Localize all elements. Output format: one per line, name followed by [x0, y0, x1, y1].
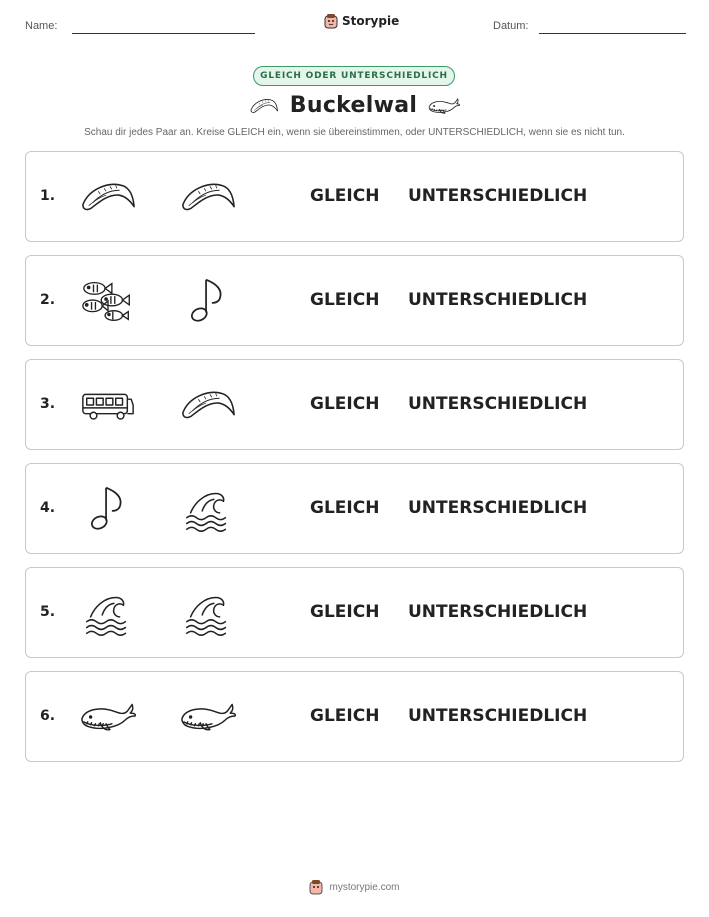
title-row	[0, 93, 709, 118]
whale-fin-icon	[179, 171, 237, 223]
storypie-logo	[324, 13, 399, 29]
date-label: Datum:	[493, 20, 529, 32]
question-number: 5.	[40, 604, 56, 620]
question-number: 4.	[40, 500, 56, 516]
wave-icon	[79, 587, 137, 639]
music-note-icon	[79, 483, 137, 535]
page-title: Buckelwal	[289, 93, 418, 118]
question-number: 1.	[40, 188, 56, 204]
whale-icon	[79, 691, 137, 743]
answer-same[interactable]: GLEICH	[310, 290, 380, 310]
answer-same[interactable]: GLEICH	[310, 498, 380, 518]
answer-different[interactable]: UNTERSCHIEDLICH	[408, 602, 588, 622]
whale-fin-icon	[179, 379, 237, 431]
question-number: 3.	[40, 396, 56, 412]
instructions: Schau dir jedes Paar an. Kreise GLEICH ein, wenn sie übereinstimmen, oder UNTERSCHIEDLICH, wenn sie es nicht tun.	[84, 127, 625, 138]
whale-fin-icon	[79, 171, 137, 223]
answer-different[interactable]: UNTERSCHIEDLICH	[408, 706, 588, 726]
whale-icon	[179, 691, 237, 743]
answer-same[interactable]: GLEICH	[310, 602, 380, 622]
footer	[0, 879, 709, 895]
answer-same[interactable]: GLEICH	[310, 706, 380, 726]
question-number: 6.	[40, 708, 56, 724]
question-row-6	[25, 671, 684, 762]
question-row-4	[25, 463, 684, 554]
music-note-icon	[179, 275, 237, 327]
worksheet-type-badge: GLEICH ODER UNTERSCHIEDLICH	[253, 66, 455, 86]
answer-different[interactable]: UNTERSCHIEDLICH	[408, 186, 588, 206]
whale-fin-icon	[248, 96, 280, 116]
answer-different[interactable]: UNTERSCHIEDLICH	[408, 290, 588, 310]
answer-same[interactable]: GLEICH	[310, 394, 380, 414]
fish-school-icon	[79, 275, 137, 327]
footer-url[interactable]: mystorypie.com	[329, 881, 400, 893]
brand-name: Storypie	[342, 14, 400, 28]
answer-different[interactable]: UNTERSCHIEDLICH	[408, 394, 588, 414]
storypie-mascot-icon	[324, 13, 338, 29]
name-line[interactable]	[72, 33, 255, 34]
question-row-5	[25, 567, 684, 658]
question-row-2	[25, 255, 684, 346]
wave-icon	[179, 587, 237, 639]
question-number: 2.	[40, 292, 56, 308]
question-row-3	[25, 359, 684, 450]
whale-icon	[427, 95, 461, 117]
answer-different[interactable]: UNTERSCHIEDLICH	[408, 498, 588, 518]
question-row-1	[25, 151, 684, 242]
storypie-mascot-icon	[309, 879, 323, 895]
name-label: Name:	[25, 20, 58, 32]
answer-same[interactable]: GLEICH	[310, 186, 380, 206]
wave-icon	[179, 483, 237, 535]
date-line[interactable]	[539, 33, 686, 34]
bus-icon	[79, 379, 137, 431]
